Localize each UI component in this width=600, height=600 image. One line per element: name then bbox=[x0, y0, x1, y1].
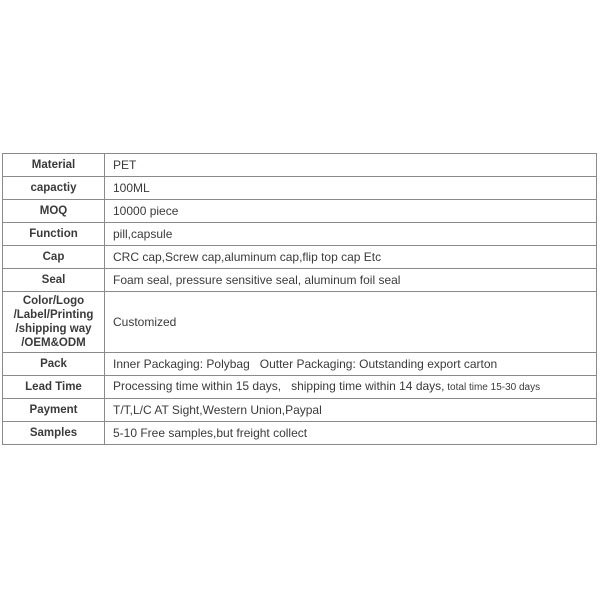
spec-table-body bbox=[3, 154, 597, 445]
product-spec-table bbox=[2, 153, 597, 445]
row-value bbox=[105, 154, 597, 177]
table-row bbox=[3, 200, 597, 223]
table-row bbox=[3, 177, 597, 200]
row-label: Cap bbox=[3, 246, 105, 269]
row-value bbox=[105, 399, 597, 422]
row-value-text: T/T,L/C AT Sight,Western Union,Paypal bbox=[113, 403, 322, 417]
row-value bbox=[105, 353, 597, 376]
row-label: Samples bbox=[3, 422, 105, 445]
row-value bbox=[105, 177, 597, 200]
row-label: MOQ bbox=[3, 200, 105, 223]
row-value bbox=[105, 269, 597, 292]
row-label: Lead Time bbox=[3, 376, 105, 399]
row-value bbox=[105, 376, 597, 399]
table-row bbox=[3, 223, 597, 246]
row-value-text: 100ML bbox=[113, 181, 150, 195]
row-value-text: pill,capsule bbox=[113, 227, 173, 241]
row-value-text: 5-10 Free samples,but freight collect bbox=[113, 426, 308, 440]
row-value-text: CRC cap,Screw cap,aluminum cap,flip top cap Etc bbox=[113, 250, 382, 264]
row-label: Payment bbox=[3, 399, 105, 422]
row-label: Pack bbox=[3, 353, 105, 376]
row-value-text: Foam seal, pressure sensitive seal, aluminum foil seal bbox=[113, 273, 401, 287]
row-value-text: Inner Packaging: Polybag Outter Packaging: Outstanding export carton bbox=[113, 357, 498, 371]
row-label: capactiy bbox=[3, 177, 105, 200]
row-value-text: PET bbox=[113, 158, 137, 172]
table-row bbox=[3, 376, 597, 399]
table-row bbox=[3, 269, 597, 292]
table-row bbox=[3, 292, 597, 353]
table-row bbox=[3, 422, 597, 445]
row-label: Material bbox=[3, 154, 105, 177]
table-row bbox=[3, 154, 597, 177]
row-label: Seal bbox=[3, 269, 105, 292]
table-row bbox=[3, 399, 597, 422]
table-row bbox=[3, 353, 597, 376]
row-value-text: Customized bbox=[113, 315, 177, 329]
row-value-note: total time 15-30 days bbox=[444, 382, 541, 393]
row-value bbox=[105, 223, 597, 246]
row-value bbox=[105, 246, 597, 269]
row-value-text: Processing time within 15 days, shipping time within 14 days, bbox=[113, 379, 445, 393]
table-row bbox=[3, 246, 597, 269]
row-value bbox=[105, 200, 597, 223]
row-value-text: 10000 piece bbox=[113, 204, 179, 218]
row-value bbox=[105, 292, 597, 353]
row-label: Color/Logo /Label/Printing /shipping way /OEM&ODM bbox=[3, 292, 105, 353]
row-value bbox=[105, 422, 597, 445]
row-label: Function bbox=[3, 223, 105, 246]
spec-table-container bbox=[2, 153, 597, 445]
